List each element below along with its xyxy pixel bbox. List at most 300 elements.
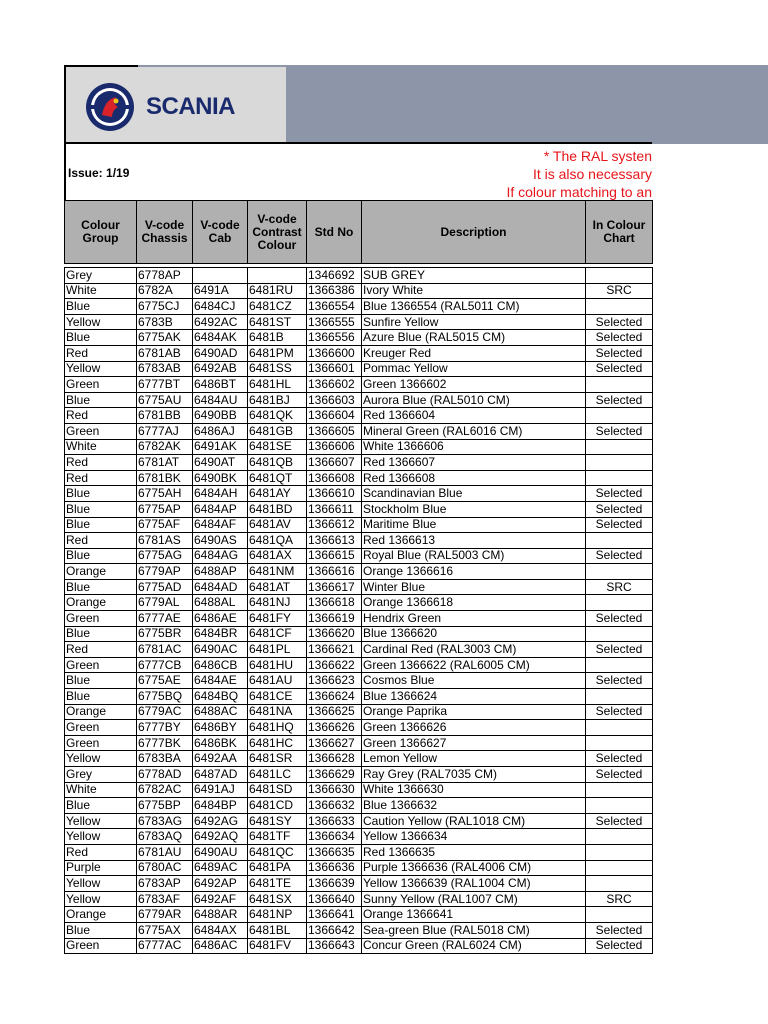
cell-std-no: 1366622 xyxy=(307,657,362,673)
cell-description: White 1366630 xyxy=(362,782,586,798)
table-row xyxy=(65,704,653,720)
cell-std-no: 1366626 xyxy=(307,720,362,736)
cell-colour-group: Blue xyxy=(65,548,137,564)
cell-vcode-contrast: 6481BJ xyxy=(248,392,307,408)
table-row xyxy=(65,751,653,767)
cell-vcode-cab: 6484BP xyxy=(193,798,248,814)
cell-vcode-cab: 6486BY xyxy=(193,720,248,736)
cell-vcode-cab: 6484AU xyxy=(193,392,248,408)
cell-std-no: 1366642 xyxy=(307,922,362,938)
cell-vcode-contrast: 6481AV xyxy=(248,517,307,533)
table-row xyxy=(65,564,653,580)
cell-std-no: 1366628 xyxy=(307,751,362,767)
cell-description: Maritime Blue xyxy=(362,517,586,533)
cell-colour-group: Grey xyxy=(65,767,137,783)
table-row xyxy=(65,455,653,471)
header-std-no: Std No xyxy=(307,201,362,264)
cell-in-colour-chart: Selected xyxy=(586,751,653,767)
cell-description: Green 1366622 (RAL6005 CM) xyxy=(362,657,586,673)
cell-vcode-chassis: 6775BQ xyxy=(137,689,193,705)
cell-colour-group: White xyxy=(65,283,137,299)
cell-description: Royal Blue (RAL5003 CM) xyxy=(362,548,586,564)
cell-in-colour-chart: Selected xyxy=(586,314,653,330)
cell-in-colour-chart: Selected xyxy=(586,767,653,783)
cell-vcode-cab: 6488AR xyxy=(193,907,248,923)
cell-in-colour-chart: Selected xyxy=(586,423,653,439)
cell-description: Orange 1366618 xyxy=(362,595,586,611)
cell-std-no: 1366640 xyxy=(307,891,362,907)
cell-description: Purple 1366636 (RAL4006 CM) xyxy=(362,860,586,876)
cell-description: Concur Green (RAL6024 CM) xyxy=(362,938,586,954)
cell-description: Orange 1366641 xyxy=(362,907,586,923)
cell-description: Red 1366635 xyxy=(362,844,586,860)
cell-vcode-contrast: 6481LC xyxy=(248,767,307,783)
cell-colour-group: Blue xyxy=(65,517,137,533)
cell-description: Cardinal Red (RAL3003 CM) xyxy=(362,642,586,658)
cell-std-no: 1366620 xyxy=(307,626,362,642)
table-row xyxy=(65,330,653,346)
table-row xyxy=(65,673,653,689)
cell-vcode-chassis: 6778AP xyxy=(137,268,193,284)
cell-vcode-contrast: 6481PM xyxy=(248,345,307,361)
table-row xyxy=(65,268,653,284)
cell-vcode-chassis: 6783AG xyxy=(137,813,193,829)
table-row xyxy=(65,782,653,798)
cell-vcode-chassis: 6781AT xyxy=(137,455,193,471)
header-description: Description xyxy=(362,201,586,264)
cell-vcode-cab: 6492AG xyxy=(193,813,248,829)
table-row xyxy=(65,517,653,533)
cell-in-colour-chart xyxy=(586,829,653,845)
cell-colour-group: Orange xyxy=(65,704,137,720)
cell-vcode-cab: 6486CB xyxy=(193,657,248,673)
cell-in-colour-chart xyxy=(586,735,653,751)
cell-vcode-chassis: 6777CB xyxy=(137,657,193,673)
cell-description: Stockholm Blue xyxy=(362,501,586,517)
cell-in-colour-chart: Selected xyxy=(586,704,653,720)
cell-vcode-chassis: 6777AJ xyxy=(137,423,193,439)
cell-vcode-contrast: 6481AX xyxy=(248,548,307,564)
cell-std-no: 1366629 xyxy=(307,767,362,783)
cell-in-colour-chart xyxy=(586,377,653,393)
table-body xyxy=(65,264,653,954)
note-line-3: If colour matching to an xyxy=(506,184,652,200)
cell-vcode-cab xyxy=(193,268,248,284)
table-row xyxy=(65,595,653,611)
table-row xyxy=(65,548,653,564)
cell-colour-group: Yellow xyxy=(65,314,137,330)
cell-std-no: 1366635 xyxy=(307,844,362,860)
cell-vcode-cab: 6484AE xyxy=(193,673,248,689)
cell-in-colour-chart: Selected xyxy=(586,611,653,627)
table-row xyxy=(65,813,653,829)
cell-vcode-contrast: 6481QB xyxy=(248,455,307,471)
cell-std-no: 1366636 xyxy=(307,860,362,876)
table-row xyxy=(65,439,653,455)
cell-colour-group: Yellow xyxy=(65,813,137,829)
issue-label: Issue: 1/19 xyxy=(68,166,130,180)
cell-vcode-contrast: 6481FY xyxy=(248,611,307,627)
cell-in-colour-chart: Selected xyxy=(586,330,653,346)
table-row xyxy=(65,798,653,814)
cell-description: Sunfire Yellow xyxy=(362,314,586,330)
cell-vcode-cab: 6489AC xyxy=(193,860,248,876)
table-row xyxy=(65,408,653,424)
cell-vcode-contrast: 6481ST xyxy=(248,314,307,330)
cell-in-colour-chart xyxy=(586,595,653,611)
cell-vcode-cab: 6490BK xyxy=(193,470,248,486)
cell-description: Orange 1366616 xyxy=(362,564,586,580)
table-row xyxy=(65,377,653,393)
cell-vcode-contrast: 6481HL xyxy=(248,377,307,393)
colour-table xyxy=(64,200,653,954)
cell-description: Red 1366608 xyxy=(362,470,586,486)
cell-in-colour-chart xyxy=(586,689,653,705)
cell-std-no: 1366603 xyxy=(307,392,362,408)
cell-description: Red 1366604 xyxy=(362,408,586,424)
cell-in-colour-chart: Selected xyxy=(586,548,653,564)
cell-description: Scandinavian Blue xyxy=(362,486,586,502)
cell-vcode-chassis: 6775BP xyxy=(137,798,193,814)
cell-vcode-chassis: 6777BT xyxy=(137,377,193,393)
cell-in-colour-chart: SRC xyxy=(586,579,653,595)
cell-description: Blue 1366632 xyxy=(362,798,586,814)
cell-in-colour-chart xyxy=(586,455,653,471)
cell-vcode-contrast: 6481AT xyxy=(248,579,307,595)
cell-vcode-contrast: 6481SS xyxy=(248,361,307,377)
cell-in-colour-chart xyxy=(586,564,653,580)
cell-vcode-cab: 6492AQ xyxy=(193,829,248,845)
table-row xyxy=(65,922,653,938)
cell-vcode-cab: 6484AG xyxy=(193,548,248,564)
cell-vcode-chassis: 6783BA xyxy=(137,751,193,767)
cell-colour-group: Blue xyxy=(65,579,137,595)
cell-in-colour-chart xyxy=(586,798,653,814)
cell-vcode-cab: 6492AB xyxy=(193,361,248,377)
cell-description: Yellow 1366634 xyxy=(362,829,586,845)
cell-vcode-contrast: 6481BD xyxy=(248,501,307,517)
cell-vcode-contrast xyxy=(248,268,307,284)
cell-colour-group: Purple xyxy=(65,860,137,876)
cell-in-colour-chart xyxy=(586,533,653,549)
cell-vcode-contrast: 6481AU xyxy=(248,673,307,689)
cell-vcode-chassis: 6783AF xyxy=(137,891,193,907)
cell-description: Green 1366602 xyxy=(362,377,586,393)
cell-std-no: 1366601 xyxy=(307,361,362,377)
cell-vcode-contrast: 6481SY xyxy=(248,813,307,829)
cell-vcode-cab: 6492AC xyxy=(193,314,248,330)
cell-std-no: 1366627 xyxy=(307,735,362,751)
cell-vcode-contrast: 6481AY xyxy=(248,486,307,502)
cell-in-colour-chart xyxy=(586,782,653,798)
cell-vcode-cab: 6484CJ xyxy=(193,299,248,315)
cell-vcode-cab: 6492AP xyxy=(193,876,248,892)
table-row xyxy=(65,860,653,876)
cell-in-colour-chart xyxy=(586,268,653,284)
table-row xyxy=(65,829,653,845)
cell-vcode-contrast: 6481RU xyxy=(248,283,307,299)
cell-std-no: 1366619 xyxy=(307,611,362,627)
cell-colour-group: Blue xyxy=(65,392,137,408)
cell-vcode-contrast: 6481QK xyxy=(248,408,307,424)
cell-vcode-chassis: 6777BY xyxy=(137,720,193,736)
cell-vcode-contrast: 6481CZ xyxy=(248,299,307,315)
cell-colour-group: Blue xyxy=(65,798,137,814)
cell-colour-group: Grey xyxy=(65,268,137,284)
cell-std-no: 1366555 xyxy=(307,314,362,330)
cell-colour-group: Blue xyxy=(65,299,137,315)
cell-vcode-chassis: 6782A xyxy=(137,283,193,299)
cell-description: Cosmos Blue xyxy=(362,673,586,689)
cell-vcode-cab: 6491A xyxy=(193,283,248,299)
table-header-row xyxy=(65,201,653,264)
cell-vcode-chassis: 6781BB xyxy=(137,408,193,424)
cell-colour-group: Yellow xyxy=(65,751,137,767)
cell-std-no: 1366634 xyxy=(307,829,362,845)
cell-vcode-cab: 6492AA xyxy=(193,751,248,767)
cell-std-no: 1366641 xyxy=(307,907,362,923)
cell-vcode-contrast: 6481CD xyxy=(248,798,307,814)
cell-vcode-chassis: 6775AX xyxy=(137,922,193,938)
cell-vcode-cab: 6486BT xyxy=(193,377,248,393)
cell-in-colour-chart: Selected xyxy=(586,392,653,408)
cell-vcode-contrast: 6481PL xyxy=(248,642,307,658)
cell-vcode-contrast: 6481QC xyxy=(248,844,307,860)
header-vcode-contrast: V-code Contrast Colour xyxy=(248,201,307,264)
cell-vcode-contrast: 6481SD xyxy=(248,782,307,798)
cell-vcode-contrast: 6481NA xyxy=(248,704,307,720)
cell-vcode-cab: 6486AJ xyxy=(193,423,248,439)
cell-colour-group: Blue xyxy=(65,673,137,689)
cell-vcode-cab: 6486AC xyxy=(193,938,248,954)
table-row xyxy=(65,938,653,954)
cell-std-no: 1366615 xyxy=(307,548,362,564)
cell-colour-group: Green xyxy=(65,735,137,751)
table-row xyxy=(65,501,653,517)
cell-vcode-cab: 6484AF xyxy=(193,517,248,533)
cell-vcode-cab: 6484AK xyxy=(193,330,248,346)
table-row xyxy=(65,891,653,907)
cell-vcode-chassis: 6783B xyxy=(137,314,193,330)
cell-vcode-contrast: 6481BL xyxy=(248,922,307,938)
cell-description: Green 1366626 xyxy=(362,720,586,736)
cell-vcode-chassis: 6783AQ xyxy=(137,829,193,845)
cell-vcode-contrast: 6481HQ xyxy=(248,720,307,736)
cell-vcode-contrast: 6481SR xyxy=(248,751,307,767)
cell-std-no: 1366616 xyxy=(307,564,362,580)
cell-colour-group: Yellow xyxy=(65,891,137,907)
table-row xyxy=(65,767,653,783)
cell-std-no: 1366612 xyxy=(307,517,362,533)
cell-colour-group: Green xyxy=(65,657,137,673)
cell-vcode-cab: 6484AP xyxy=(193,501,248,517)
cell-vcode-contrast: 6481B xyxy=(248,330,307,346)
table-row xyxy=(65,876,653,892)
cell-description: Red 1366613 xyxy=(362,533,586,549)
cell-description: Orange Paprika xyxy=(362,704,586,720)
cell-in-colour-chart xyxy=(586,439,653,455)
cell-vcode-chassis: 6777AE xyxy=(137,611,193,627)
cell-vcode-contrast: 6481CE xyxy=(248,689,307,705)
cell-vcode-contrast: 6481HU xyxy=(248,657,307,673)
cell-colour-group: White xyxy=(65,782,137,798)
cell-vcode-contrast: 6481HC xyxy=(248,735,307,751)
cell-vcode-cab: 6484AH xyxy=(193,486,248,502)
cell-vcode-contrast: 6481NJ xyxy=(248,595,307,611)
cell-vcode-chassis: 6775AP xyxy=(137,501,193,517)
cell-vcode-cab: 6484BR xyxy=(193,626,248,642)
cell-in-colour-chart xyxy=(586,844,653,860)
cell-vcode-contrast: 6481NM xyxy=(248,564,307,580)
cell-std-no: 1366556 xyxy=(307,330,362,346)
cell-colour-group: Green xyxy=(65,611,137,627)
cell-in-colour-chart: Selected xyxy=(586,673,653,689)
table-row xyxy=(65,299,653,315)
cell-vcode-cab: 6486AE xyxy=(193,611,248,627)
cell-description: Pommac Yellow xyxy=(362,361,586,377)
cell-vcode-chassis: 6775AE xyxy=(137,673,193,689)
cell-std-no: 1366632 xyxy=(307,798,362,814)
cell-vcode-contrast: 6481GB xyxy=(248,423,307,439)
cell-colour-group: Orange xyxy=(65,907,137,923)
table-row xyxy=(65,689,653,705)
cell-description: Yellow 1366639 (RAL1004 CM) xyxy=(362,876,586,892)
spreadsheet xyxy=(64,65,768,954)
cell-colour-group: Green xyxy=(65,938,137,954)
cell-description: Hendrix Green xyxy=(362,611,586,627)
cell-std-no: 1366624 xyxy=(307,689,362,705)
header-vcode-cab: V-code Cab xyxy=(193,201,248,264)
cell-std-no: 1366605 xyxy=(307,423,362,439)
cell-vcode-cab: 6488AP xyxy=(193,564,248,580)
cell-description: Blue 1366554 (RAL5011 CM) xyxy=(362,299,586,315)
issue-row xyxy=(64,142,652,200)
cell-in-colour-chart: Selected xyxy=(586,922,653,938)
table-row xyxy=(65,720,653,736)
cell-description: Ray Grey (RAL7035 CM) xyxy=(362,767,586,783)
cell-vcode-chassis: 6775AG xyxy=(137,548,193,564)
cell-in-colour-chart: Selected xyxy=(586,642,653,658)
table-row xyxy=(65,642,653,658)
cell-colour-group: Yellow xyxy=(65,361,137,377)
cell-vcode-contrast: 6481NP xyxy=(248,907,307,923)
cell-colour-group: Yellow xyxy=(65,876,137,892)
cell-description: Sea-green Blue (RAL5018 CM) xyxy=(362,922,586,938)
cell-std-no: 1366608 xyxy=(307,470,362,486)
cell-description: Mineral Green (RAL6016 CM) xyxy=(362,423,586,439)
cell-colour-group: Blue xyxy=(65,330,137,346)
cell-colour-group: Orange xyxy=(65,564,137,580)
cell-in-colour-chart xyxy=(586,907,653,923)
cell-vcode-cab: 6487AD xyxy=(193,767,248,783)
cell-in-colour-chart: SRC xyxy=(586,891,653,907)
cell-vcode-cab: 6490AU xyxy=(193,844,248,860)
cell-std-no: 1366602 xyxy=(307,377,362,393)
brand-logo-text: SCANIA xyxy=(146,93,236,120)
scania-griffin-icon xyxy=(82,79,138,135)
cell-description: Blue 1366620 xyxy=(362,626,586,642)
table-row xyxy=(65,844,653,860)
cell-vcode-chassis: 6779AR xyxy=(137,907,193,923)
cell-vcode-cab: 6488AC xyxy=(193,704,248,720)
cell-colour-group: Red xyxy=(65,345,137,361)
cell-vcode-chassis: 6781AC xyxy=(137,642,193,658)
cell-in-colour-chart: Selected xyxy=(586,501,653,517)
cell-vcode-chassis: 6781AU xyxy=(137,844,193,860)
cell-in-colour-chart xyxy=(586,657,653,673)
cell-vcode-cab: 6486BK xyxy=(193,735,248,751)
cell-vcode-chassis: 6782AK xyxy=(137,439,193,455)
cell-vcode-contrast: 6481TF xyxy=(248,829,307,845)
table-row xyxy=(65,579,653,595)
cell-std-no: 1346692 xyxy=(307,268,362,284)
cell-in-colour-chart xyxy=(586,876,653,892)
cell-in-colour-chart xyxy=(586,299,653,315)
cell-vcode-chassis: 6781BK xyxy=(137,470,193,486)
cell-vcode-cab: 6490AT xyxy=(193,455,248,471)
cell-std-no: 1366630 xyxy=(307,782,362,798)
cell-vcode-cab: 6484AD xyxy=(193,579,248,595)
cell-vcode-contrast: 6481QT xyxy=(248,470,307,486)
cell-colour-group: Orange xyxy=(65,595,137,611)
cell-vcode-cab: 6488AL xyxy=(193,595,248,611)
note-line-1: * The RAL systen xyxy=(543,148,652,164)
table-row xyxy=(65,470,653,486)
cell-std-no: 1366386 xyxy=(307,283,362,299)
cell-std-no: 1366613 xyxy=(307,533,362,549)
cell-std-no: 1366625 xyxy=(307,704,362,720)
cell-colour-group: Red xyxy=(65,470,137,486)
cell-vcode-chassis: 6783AB xyxy=(137,361,193,377)
table-row xyxy=(65,735,653,751)
cell-vcode-chassis: 6775AH xyxy=(137,486,193,502)
cell-description: Blue 1366624 xyxy=(362,689,586,705)
cell-std-no: 1366643 xyxy=(307,938,362,954)
header-colour-group: Colour Group xyxy=(65,201,137,264)
cell-description: Winter Blue xyxy=(362,579,586,595)
cell-description: White 1366606 xyxy=(362,439,586,455)
table-row xyxy=(65,626,653,642)
cell-vcode-chassis: 6780AC xyxy=(137,860,193,876)
cell-vcode-chassis: 6782AC xyxy=(137,782,193,798)
cell-vcode-chassis: 6781AS xyxy=(137,533,193,549)
cell-in-colour-chart xyxy=(586,860,653,876)
cell-vcode-cab: 6492AF xyxy=(193,891,248,907)
cell-description: Lemon Yellow xyxy=(362,751,586,767)
cell-colour-group: Green xyxy=(65,720,137,736)
cell-colour-group: Red xyxy=(65,642,137,658)
cell-vcode-chassis: 6777AC xyxy=(137,938,193,954)
cell-std-no: 1366623 xyxy=(307,673,362,689)
cell-vcode-cab: 6491AJ xyxy=(193,782,248,798)
cell-description: Aurora Blue (RAL5010 CM) xyxy=(362,392,586,408)
cell-vcode-cab: 6484AX xyxy=(193,922,248,938)
cell-colour-group: Blue xyxy=(65,922,137,938)
table-row xyxy=(65,314,653,330)
cell-colour-group: Red xyxy=(65,408,137,424)
cell-vcode-contrast: 6481SX xyxy=(248,891,307,907)
cell-vcode-chassis: 6778AD xyxy=(137,767,193,783)
cell-description: SUB GREY xyxy=(362,268,586,284)
cell-vcode-chassis: 6775AF xyxy=(137,517,193,533)
cell-std-no: 1366621 xyxy=(307,642,362,658)
cell-vcode-chassis: 6775AU xyxy=(137,392,193,408)
cell-std-no: 1366639 xyxy=(307,876,362,892)
cell-vcode-chassis: 6783AP xyxy=(137,876,193,892)
table-row xyxy=(65,907,653,923)
cell-vcode-chassis: 6775AK xyxy=(137,330,193,346)
cell-std-no: 1366606 xyxy=(307,439,362,455)
